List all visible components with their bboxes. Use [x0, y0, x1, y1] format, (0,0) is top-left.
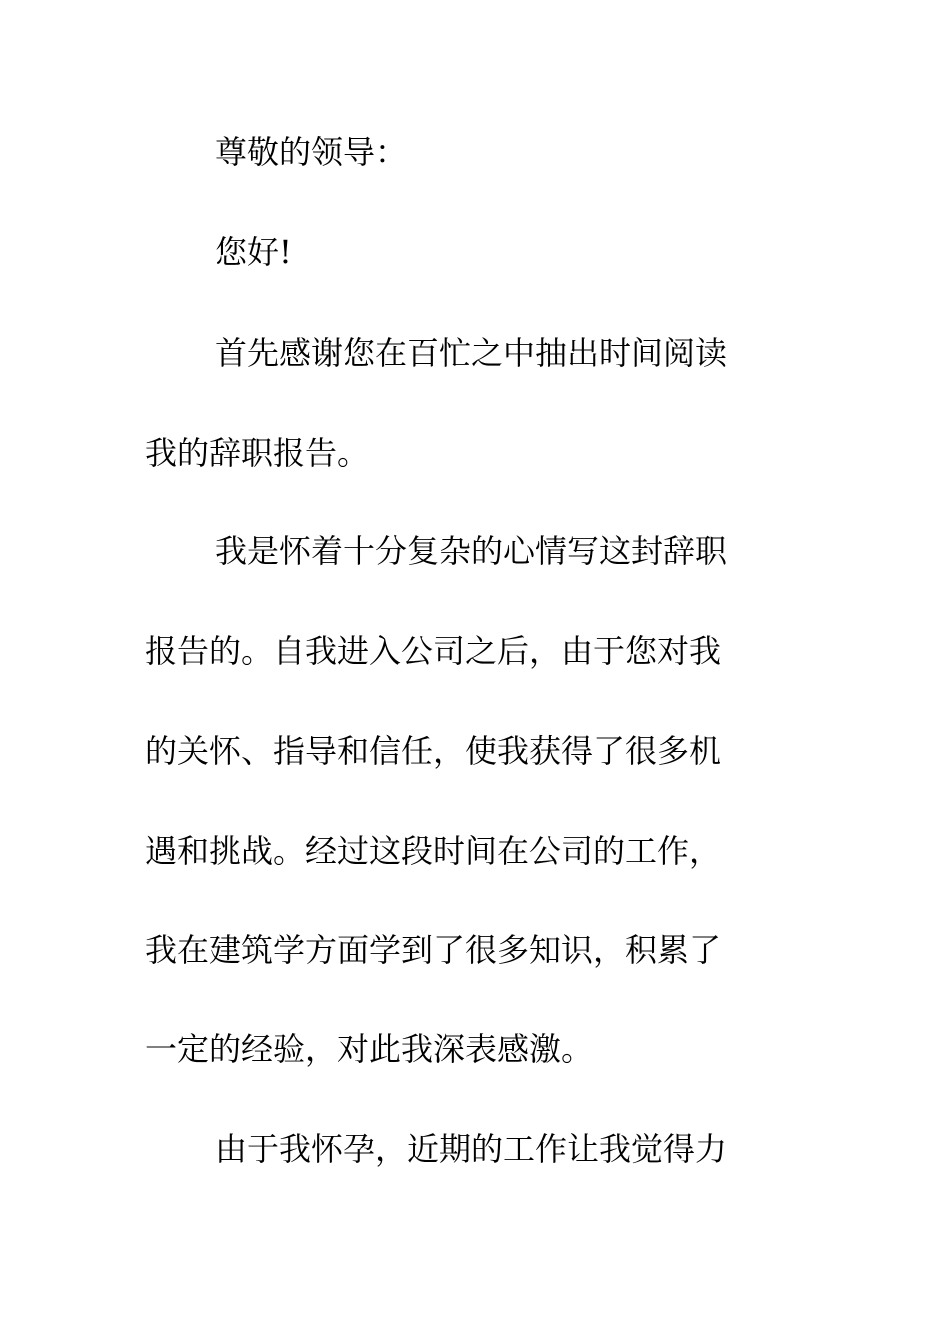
greeting: 您好! — [215, 233, 292, 271]
text-line-1: 首先感谢您在百忙之中抽出时间阅读 — [215, 334, 728, 372]
text-line-9: 由于我怀孕，近期的工作让我觉得力 — [215, 1130, 728, 1168]
text-line-6: 遇和挑战。经过这段时间在公司的工作， — [145, 832, 722, 870]
salutation: 尊敬的领导： — [215, 133, 408, 171]
text-line-4: 报告的。自我进入公司之后，由于您对我 — [145, 632, 722, 670]
text-line-3: 我是怀着十分复杂的心情写这封辞职 — [215, 532, 728, 570]
text-line-5: 的关怀、指导和信任，使我获得了很多机 — [145, 732, 722, 770]
text-line-8: 一定的经验，对此我深表感激。 — [145, 1030, 594, 1068]
text-line-2: 我的辞职报告。 — [145, 434, 370, 472]
text-line-7: 我在建筑学方面学到了很多知识，积累了 — [145, 931, 722, 969]
